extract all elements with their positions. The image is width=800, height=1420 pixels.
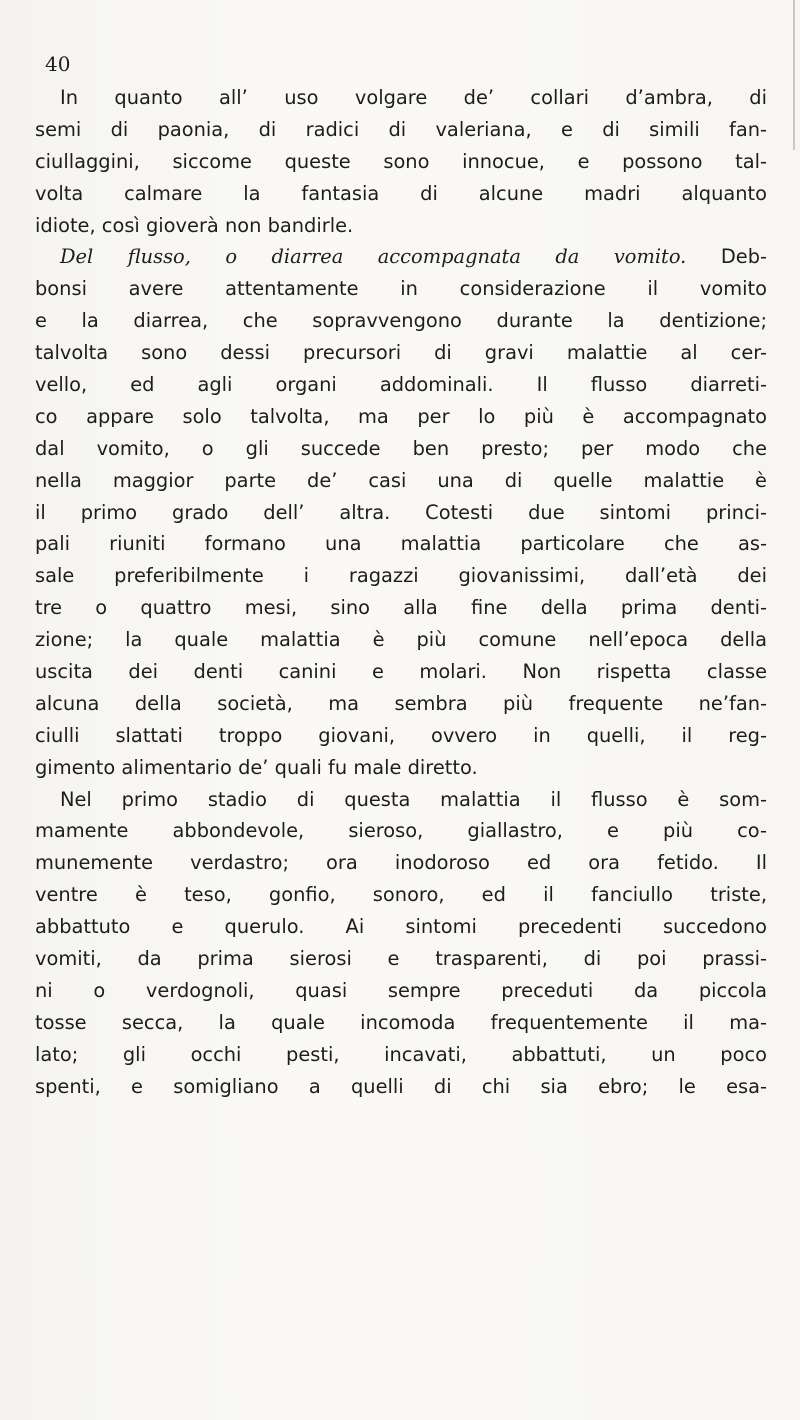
text-line: zione; la quale malattia è più comune nell’epoca della [35, 628, 767, 652]
text-line: idiote, così gioverà non bandirle. [35, 213, 354, 237]
text-line: alcuna della società, ma sembra più frequente ne’fan- [35, 691, 767, 715]
section-heading-line [35, 241, 767, 273]
body-text [35, 82, 767, 1103]
text-line: ventre è teso, gonfio, sonoro, ed il fanciullo triste, [35, 883, 767, 907]
text-line: talvolta sono dessi precursori di gravi malattie al cer- [35, 341, 767, 365]
text-line: gimento alimentario de’ quali fu male diretto. [35, 755, 478, 779]
text-line: lato; gli occhi pesti, incavati, abbattuti, un poco [35, 1042, 767, 1066]
section-heading-title: Del flusso, o diarrea accompagnata da vomito. [60, 245, 687, 269]
text-line: co appare solo talvolta, ma per lo più è accompagnato [35, 404, 767, 428]
text-line: tre o quattro mesi, sino alla fine della prima denti- [35, 596, 767, 620]
text-line: In quanto all’ uso volgare de’ collari d’ambra, di [60, 86, 767, 109]
text-line: mamente abbondevole, sieroso, giallastro, e più co- [35, 819, 767, 843]
text-line: vomiti, da prima sierosi e trasparenti, di poi prassi- [35, 947, 767, 971]
text-line: tosse secca, la quale incomoda frequentemente il ma- [35, 1010, 767, 1034]
text-line: munemente verdastro; ora inodoroso ed ora fetido. Il [35, 851, 767, 875]
text-line: semi di paonia, di radici di valeriana, e di simili fan- [35, 117, 767, 141]
text-line: ni o verdognoli, quasi sempre preceduti da piccola [35, 978, 767, 1002]
text-line: il primo grado dell’ altra. Cotesti due sintomi princi- [35, 500, 767, 524]
text-line: spenti, e somigliano a quelli di chi sia ebro; le esa- [35, 1074, 767, 1098]
section-heading-continuation: Deb- [720, 245, 767, 269]
page-number: 40 [45, 52, 71, 76]
page-edge-shadow [793, 0, 795, 150]
text-line: uscita dei denti canini e molari. Non rispetta classe [35, 660, 767, 684]
text-line: abbattuto e querulo. Ai sintomi precedenti succedono [35, 915, 767, 939]
text-line: e la diarrea, che sopravvengono durante la dentizione; [35, 309, 767, 333]
text-line: sale preferibilmente i ragazzi giovanissimi, dall’età dei [35, 564, 767, 588]
text-line: bonsi avere attentamente in considerazione il vomito [35, 277, 767, 301]
text-line: nella maggior parte de’ casi una di quelle malattie è [35, 468, 767, 492]
text-line: dal vomito, o gli succede ben presto; per modo che [35, 436, 767, 460]
text-line: Nel primo stadio di questa malattia il flusso è som- [60, 787, 767, 811]
text-line: volta calmare la fantasia di alcune madri alquanto [35, 181, 767, 205]
text-line: ciullaggini, siccome queste sono innocue, e possono tal- [35, 149, 767, 173]
text-line: ciulli slattati troppo giovani, ovvero in quelli, il reg- [35, 723, 767, 747]
text-line: pali riuniti formano una malattia particolare che as- [35, 532, 767, 556]
text-line: vello, ed agli organi addominali. Il flusso diarreti- [35, 373, 767, 397]
